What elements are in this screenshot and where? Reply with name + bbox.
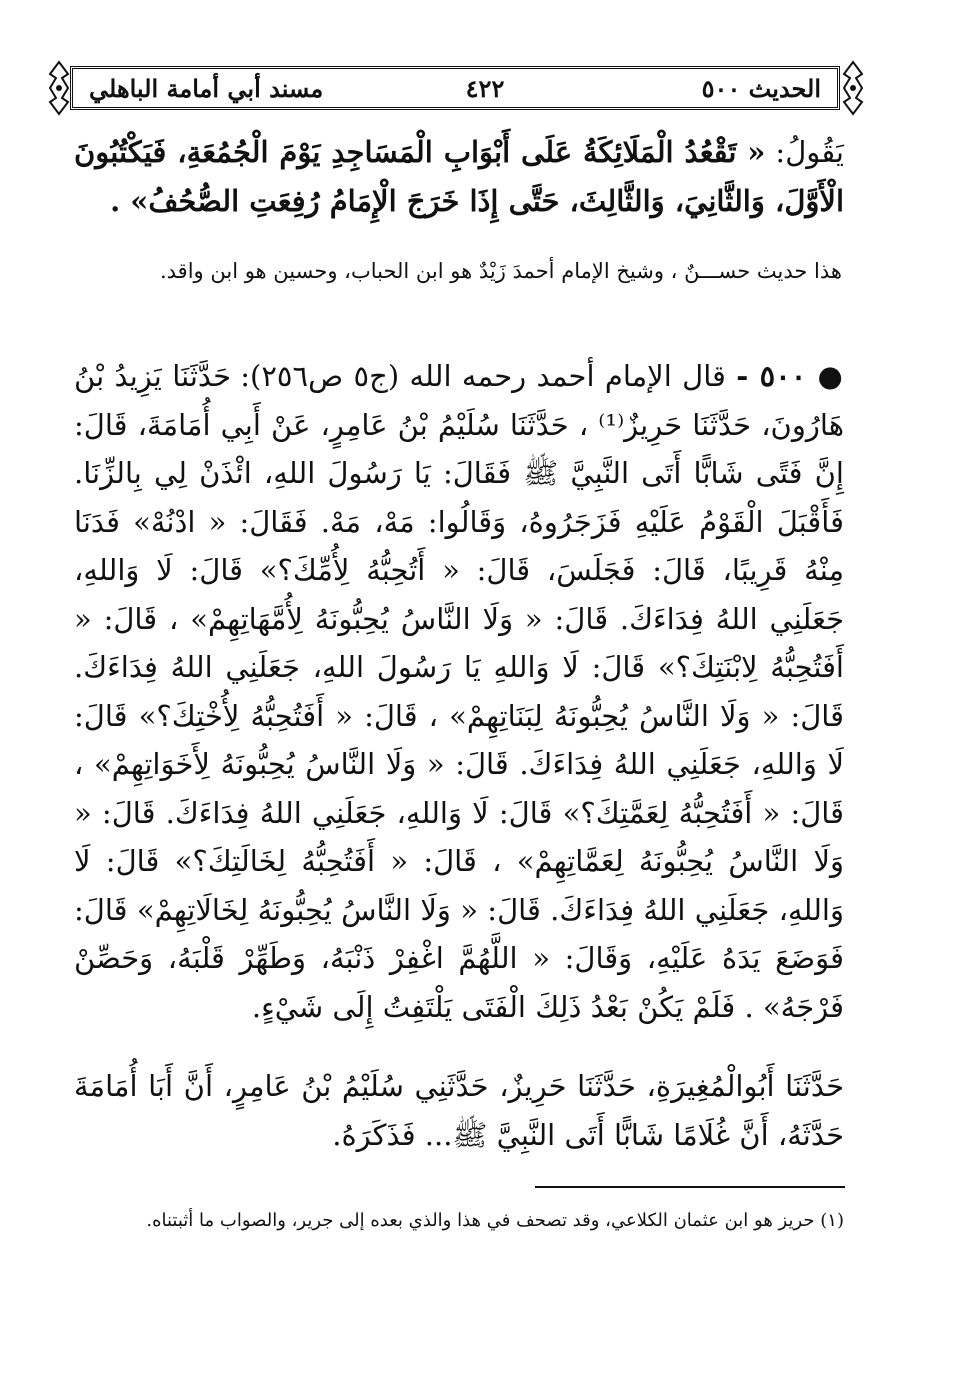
footnote: (١) حريز هو ابن عثمان الكلاعي، وقد تصحف في هذا والذي بعده إلى جرير، والصواب ما أثبتناه.: [146, 1210, 844, 1231]
hadith-500-text: قال الإمام أحمد رحمه الله (ج٥ ص٢٥٦): حَدَّثَنَا يَزِيدُ بْنُ هَارُونَ، حَدَّثَنَا حَرِيزٌ⁽¹⁾ ، حَدَّثَنَا سُلَيْمُ بْنُ عَامِرٍ، عَنْ أَبِي أُمَامَةَ، قَالَ: إِنَّ فَتًى شَابًّا أَتَى النَّبِيَّ ﷺ فَقَالَ: يَا رَسُولَ اللهِ، ائْذَنْ لِي بِالزِّنَا. فَأَقْبَلَ الْقَوْمُ عَلَيْهِ فَزَجَرُوهُ، وَقَالُوا: مَهْ، مَهْ. فَقَالَ: « ادْنُهْ» فَدَنَا مِنْهُ قَرِيبًا، قَالَ: فَجَلَسَ، قَالَ: « أَتُحِبُّهُ لِأُمِّكَ؟» قَالَ: لَا وَاللهِ، جَعَلَنِي اللهُ فِدَاءَكَ. قَالَ: « وَلَا النَّاسُ يُحِبُّونَهُ لِأُمَّهَاتِهِمْ» ، قَالَ: « أَفَتُحِبُّهُ لِابْنَتِكَ؟» قَالَ: لَا وَاللهِ يَا رَسُولَ اللهِ، جَعَلَنِي اللهُ فِدَاءَكَ. قَالَ: « وَلَا النَّاسُ يُحِبُّونَهُ لِبَنَاتِهِمْ» ، قَالَ: « أَفَتُحِبُّهُ لِأُخْتِكَ؟» قَالَ: لَا وَاللهِ، جَعَلَنِي اللهُ فِدَاءَكَ. قَالَ: « وَلَا النَّاسُ يُحِبُّونَهُ لِأَخَوَاتِهِمْ» ، قَالَ: « أَفَتُحِبُّهُ لِعَمَّتِكَ؟» قَالَ: لَا وَاللهِ، جَعَلَنِي اللهُ فِدَاءَكَ. قَالَ: « وَلَا النَّاسُ يُحِبُّونَهُ لِعَمَّاتِهِمْ» ، قَالَ: « أَفَتُحِبُّهُ لِخَالَتِكَ؟» قَالَ: لَا وَاللهِ، جَعَلَنِي اللهُ فِدَاءَكَ. قَالَ: « وَلَا النَّاسُ يُحِبُّونَهُ لِخَالَاتِهِمْ» قَالَ: فَوَضَعَ يَدَهُ عَلَيْهِ، وَقَالَ: « اللَّهُمَّ اغْفِرْ ذَنْبَهُ، وَطَهِّرْ قَلْبَهُ، وَحَصِّنْ فَرْجَهُ» . فَلَمْ يَكُنْ بَعْدُ ذَلِكَ الْفَتَى يَلْتَفِتُ إِلَى شَيْءٍ.: [74, 359, 844, 1024]
intro-text: يَقُولُ:: [765, 135, 844, 169]
prophetic-quote: « تَقْعُدُ الْمَلَائِكَةُ عَلَى أَبْوَابِ الْمَسَاجِدِ يَوْمَ الْجُمُعَةِ، فَيَكْتُبُونَ الْأَوَّلَ، وَالثَّانِيَ، وَالثَّالِثَ، حَتَّى إِذَا خَرَجَ الْإِمَامُ رُفِعَتِ الصُّحُفُ» .: [74, 135, 844, 218]
page-number: ٤٢٢: [465, 73, 505, 103]
alternate-chain: حَدَّثَنَا أَبُوالْمُغِيرَةِ، حَدَّثَنَا حَرِيزٌ، حَدَّثَنِي سُلَيْمُ بْنُ عَامِرٍ، أَنَّ أَبَا أُمَامَةَ حَدَّثَهُ، أَنَّ غُلَامًا شَابًّا أَتَى النَّبِيَّ ﷺ... فَذَكَرَهُ.: [74, 1069, 844, 1152]
grading-note: هذا حديث حســـنٌ ، وشيخ الإمام أحمدَ زَيْدٌ هو ابن الحباب، وحسين هو ابن واقد.: [159, 259, 842, 283]
hadith-number: ● ٥٠٠ -: [736, 359, 845, 393]
hadith-label: الحديث ٥٠٠: [701, 73, 821, 103]
hadith-continuation: [74, 128, 844, 225]
running-header: [70, 66, 840, 110]
right-ornament-icon: [842, 60, 864, 116]
left-ornament-icon: [48, 60, 70, 116]
hadith-500: [74, 352, 844, 1031]
footnote-divider: [535, 1186, 845, 1188]
book-title: مسند أبي أمامة الباهلي: [89, 73, 324, 103]
